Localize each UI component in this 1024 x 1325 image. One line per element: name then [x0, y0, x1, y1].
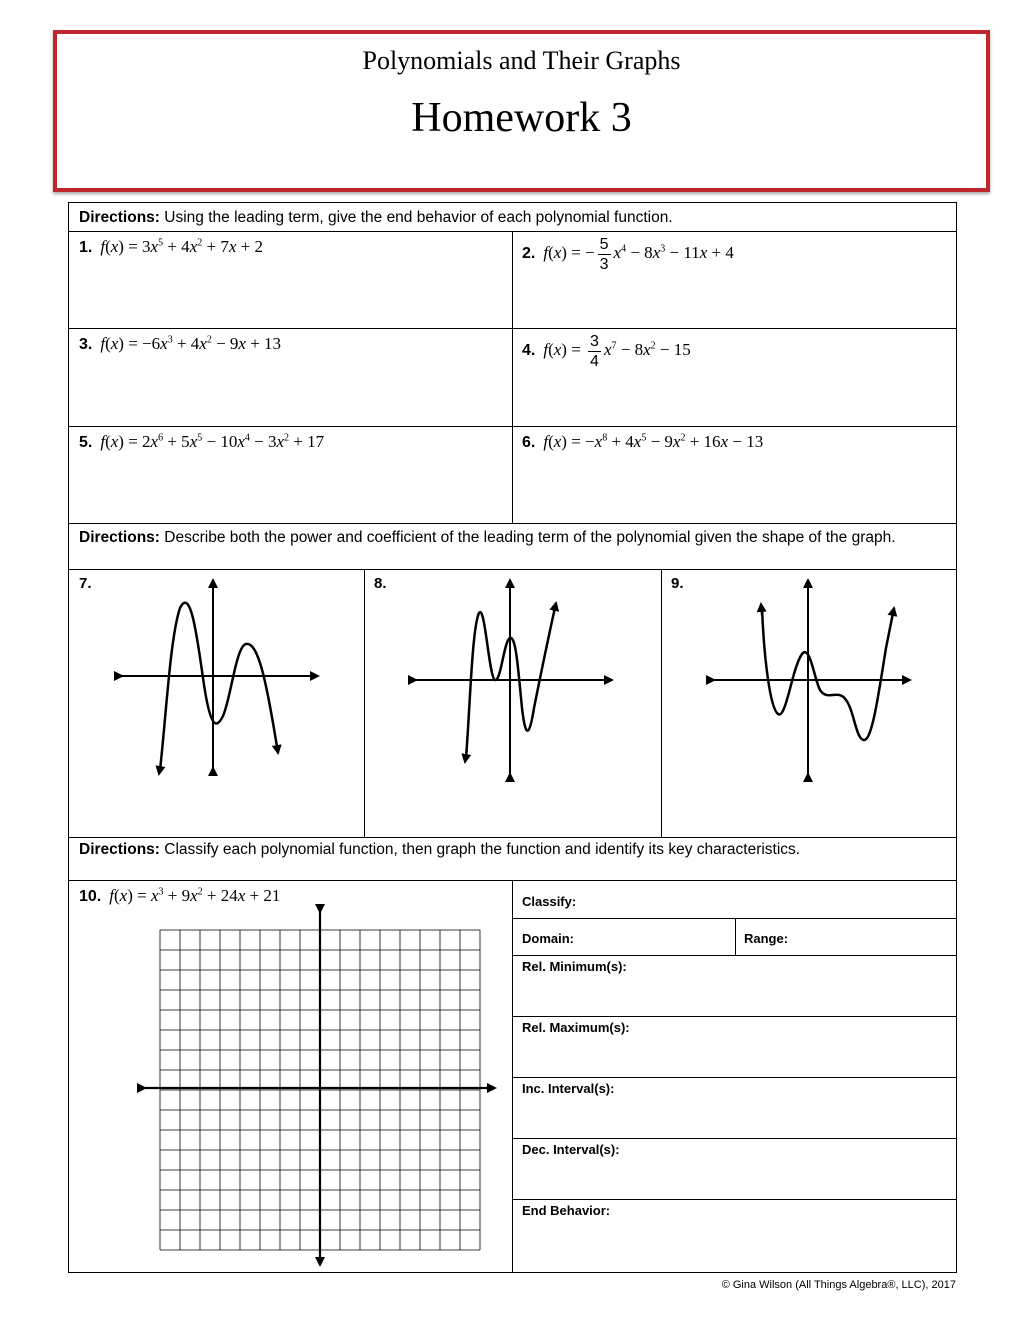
subtitle: Polynomials and Their Graphs: [362, 46, 681, 75]
curve-arrow: [761, 604, 762, 616]
divider: [69, 837, 956, 838]
divider: [512, 955, 957, 956]
rel-max-label: Rel. Maximum(s):: [522, 1020, 630, 1035]
divider: [735, 918, 736, 955]
problem-2: 2. f(x) = − $\frac{5}{3}$ $x^4 - 8x^3 - 11x + 4$: [522, 236, 734, 273]
divider: [512, 231, 513, 523]
divider: [512, 1199, 957, 1200]
domain-label: Domain:: [522, 931, 574, 946]
divider: [512, 1138, 957, 1139]
dec-interval-label: Dec. Interval(s):: [522, 1142, 620, 1157]
end-behavior-label: End Behavior:: [522, 1203, 611, 1218]
title-box: [53, 30, 990, 192]
graph-8-label: 8.: [374, 575, 387, 592]
range-label: Range:: [744, 931, 789, 946]
directions-2: Directions: Describe both the power and coefficient of the leading term of the polynomial given the shape of the graph.: [79, 529, 896, 546]
problem-6: 6. $f(x) = -x^8 + 4x^5 - 9x^2 + 16x - 13$: [522, 432, 764, 451]
problem-1: 1. $f(x) = 3x^5 + 4x^2 + 7x + 2$: [79, 237, 263, 256]
graph-9-label: 9.: [671, 575, 684, 592]
graph-7: [68, 568, 364, 836]
page-title: Homework 3: [411, 95, 632, 141]
problem-5: 5. $f(x) = 2x^6 + 5x^5 - 10x^4 - 3x^2 + 17$: [79, 432, 325, 451]
problem-10: 10. $f(x) = x^3 + 9x^2 + 24x + 21$: [79, 886, 281, 905]
problem-4: 4. f(x) = $\frac{3}{4}$ $x^7 - 8x^2 - 15$: [522, 333, 691, 370]
graph-7-label: 7.: [79, 575, 92, 592]
directions-3: Directions: Classify each polynomial function, then graph the function and identify its key characteristics.: [79, 841, 801, 858]
curve-arrow: [159, 763, 161, 774]
graph-9: [660, 568, 956, 836]
curve: [160, 603, 278, 770]
rel-min-label: Rel. Minimum(s):: [522, 959, 627, 974]
curve: [762, 608, 894, 740]
classify-label: Classify:: [522, 894, 577, 909]
directions-1: Directions: Using the leading term, give the end behavior of each polynomial function.: [79, 209, 673, 226]
divider: [512, 1077, 957, 1078]
graph-paper[interactable]: [140, 910, 500, 1270]
divider: [512, 1016, 957, 1017]
problem-3: 3. $f(x) = -6x^3 + 4x^2 - 9x + 13$: [79, 334, 282, 353]
graph-8: [364, 568, 660, 836]
inc-interval-label: Inc. Interval(s):: [522, 1081, 615, 1096]
divider: [69, 523, 956, 524]
copyright: © Gina Wilson (All Things Algebra®, LLC), 2017: [721, 1279, 956, 1291]
